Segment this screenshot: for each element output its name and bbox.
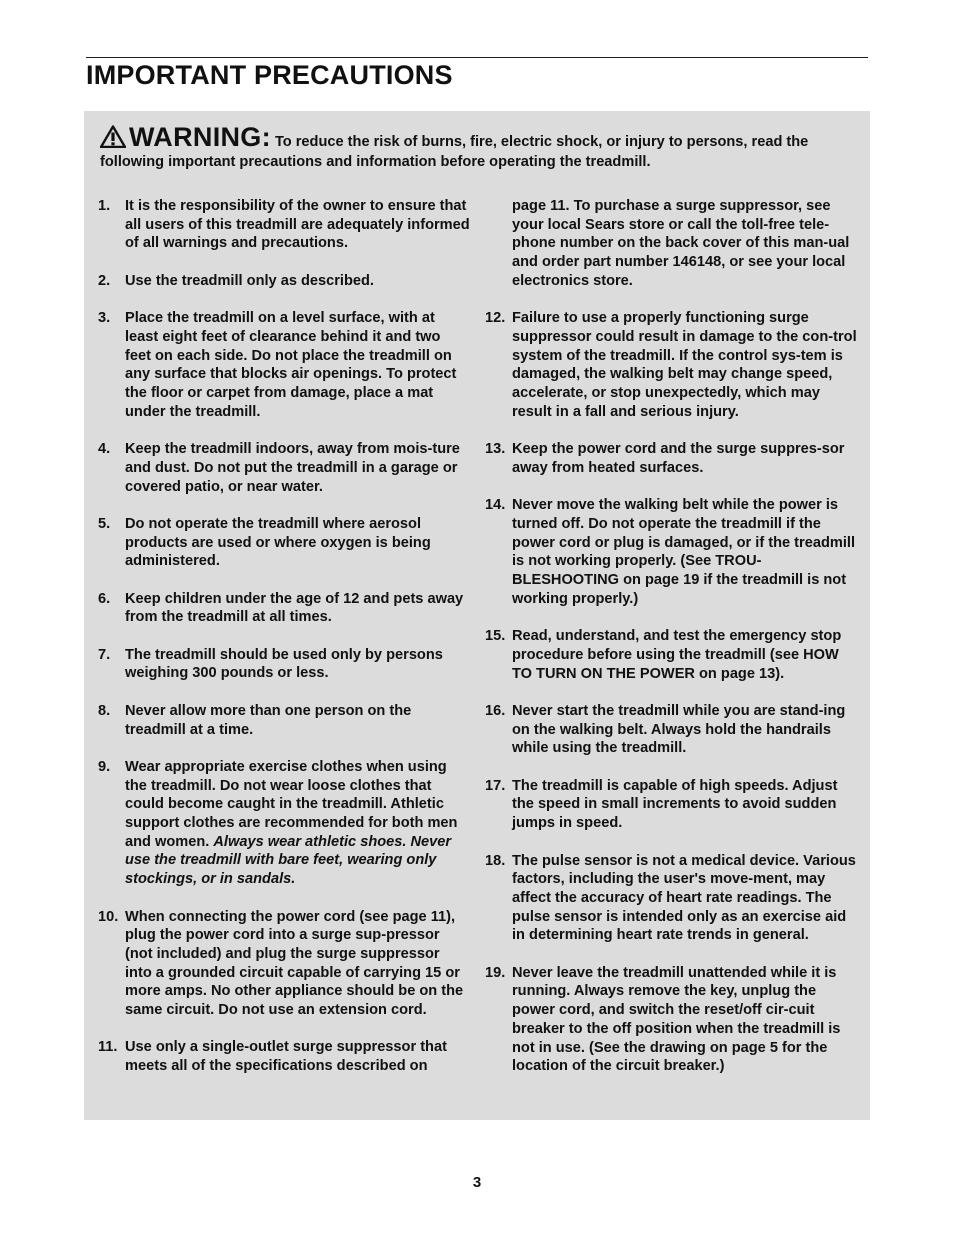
precaution-number: 10. [98, 908, 119, 925]
precaution-number: 11. [98, 1039, 118, 1056]
precaution-text [125, 646, 470, 683]
precaution-text [125, 702, 470, 739]
precaution-text-body: Use the treadmill only as described. [125, 272, 374, 289]
precaution-text-body: Never start the treadmill while you are stand-ing on the walking belt. Always hold the handrails while using the treadmill. [512, 702, 846, 757]
precaution-text-body: The treadmill should be used only by persons weighing 300 pounds or less. [125, 646, 443, 682]
precaution-item [98, 758, 470, 889]
precaution-number: 2. [98, 272, 111, 289]
precaution-text [125, 515, 470, 571]
precaution-text-body: Failure to use a properly functioning surge suppressor could result in damage to the con-trol system of the treadmill. If the control sys-tem is damaged, the walking belt may change speed, accelerate, or stop unexpectedly, which may result in a fall and serious injury. [512, 310, 857, 420]
precaution-item [98, 309, 470, 421]
precaution-number: 12. [485, 310, 506, 327]
precaution-text [125, 309, 470, 421]
precaution-text [512, 197, 857, 291]
warning-block [100, 122, 856, 172]
precaution-number: 1. [98, 198, 111, 214]
precaution-item [485, 702, 857, 758]
precautions-panel [84, 111, 870, 1120]
precaution-text [125, 272, 470, 291]
precaution-number: 19. [485, 964, 506, 981]
precaution-item [485, 440, 857, 477]
precaution-number: 7. [98, 646, 111, 663]
precaution-text [125, 1038, 470, 1075]
precaution-number: 8. [98, 702, 111, 719]
precaution-number: 9. [98, 758, 111, 775]
precaution-text-body: Never leave the treadmill unattended while it is running. Always remove the key, unplug the power cord, and switch the reset/off cir-cuit breaker to the off position when the treadmill is not in use. (See the drawing on page 5 for the location of the circuit breaker.) [512, 964, 841, 1075]
precaution-item [485, 852, 857, 946]
precaution-item [485, 627, 857, 683]
page-title: IMPORTANT PRECAUTIONS [86, 60, 453, 90]
precaution-text [125, 440, 470, 496]
precaution-item [98, 908, 470, 1020]
warning-triangle-icon [100, 125, 126, 148]
precaution-text-body: Keep the treadmill indoors, away from mois-ture and dust. Do not put the treadmill in a garage or covered patio, or near water. [125, 441, 460, 495]
precaution-text [512, 496, 857, 608]
precaution-text-body: Read, understand, and test the emergency stop procedure before using the treadmill (see HOW TO TURN ON THE POWER on page 13). [512, 628, 842, 682]
precaution-item [98, 702, 470, 739]
precaution-item [485, 964, 857, 1076]
precaution-text [512, 309, 857, 421]
precaution-text-body: Place the treadmill on a level surface, with at least eight feet of clearance behind it and two feet on each side. Do not place the treadmill on any surface that blocks air openings. To protect the floor or carpet from damage, place a mat under the treadmill. [125, 310, 457, 420]
warning-text: To reduce the risk of burns, fire, electric shock, or injury to persons, read the following important precautions and information before operating the treadmill. [100, 134, 809, 170]
precaution-item [98, 272, 470, 291]
precaution-item [485, 777, 857, 833]
precaution-text-body: The treadmill is capable of high speeds. Adjust the speed in small increments to avoid sudden jumps in speed. [512, 777, 838, 832]
precaution-text-body: page 11. To purchase a surge suppressor, see your local Sears store or call the toll-free tele-phone number on the back cover of this man-ual and order part number 146148, or see your local electronics store. [512, 198, 850, 289]
precaution-text [125, 908, 470, 1020]
precaution-item [485, 496, 857, 608]
precaution-text-body: The pulse sensor is not a medical device. Various factors, including the user's move-ment, may affect the accuracy of heart rate readings. The pulse sensor is intended only as an exercise aid in determining heart rate trends in general. [512, 852, 856, 944]
precaution-item [98, 646, 470, 683]
precaution-text-body: Never move the walking belt while the power is turned off. Do not operate the treadmill if the power cord or plug is damaged, or if the treadmill is not working properly. (See TROU-BLESHOOTING on page 19 if the treadmill is not working properly.) [512, 497, 856, 607]
precautions-column-left [98, 197, 470, 1095]
page-number: 3 [472, 1174, 482, 1191]
precaution-text [512, 852, 857, 946]
precaution-item [98, 515, 470, 571]
precaution-text [512, 964, 857, 1076]
precaution-text-body: Do not operate the treadmill where aerosol products are used or where oxygen is being administered. [125, 515, 431, 570]
precaution-number: 17. [485, 777, 506, 794]
precaution-number: 4. [98, 441, 111, 458]
precaution-text-body: Never allow more than one person on the treadmill at a time. [125, 702, 412, 738]
precaution-text-body: Keep the power cord and the surge suppres-sor away from heated surfaces. [512, 441, 845, 476]
precaution-number: 14. [485, 497, 506, 514]
precaution-number: 3. [98, 310, 111, 327]
precaution-text-body: It is the responsibility of the owner to ensure that all users of this treadmill are adequately informed of all warnings and precautions. [125, 198, 470, 252]
precaution-item [98, 197, 470, 253]
top-rule [86, 57, 868, 58]
precaution-number: 18. [485, 852, 506, 869]
precaution-text-body: Use only a single-outlet surge suppressor that meets all of the specifications described on [125, 1039, 447, 1075]
precaution-text-body: When connecting the power cord (see page 11), plug the power cord into a surge sup-pressor (not included) and plug the surge suppressor into a grounded circuit capable of carrying 15 or more amps. No other appliance should be on the same circuit. Do not use an extension cord. [125, 908, 464, 1019]
precaution-number: 16. [485, 702, 506, 719]
precaution-number: 5. [98, 515, 111, 532]
precaution-number: 15. [485, 628, 506, 645]
precaution-text [512, 777, 857, 833]
precaution-text-body: Keep children under the age of 12 and pets away from the treadmill at all times. [125, 590, 464, 626]
precaution-number: 6. [98, 590, 111, 607]
precaution-text [125, 197, 470, 253]
precaution-text-body: Wear appropriate exercise clothes when using the treadmill. Do not wear loose clothes that could become caught in the treadmill. Athletic support clothes are recommended for both men and women. [125, 758, 458, 850]
precaution-item [98, 590, 470, 627]
precaution-text [125, 590, 470, 627]
precautions-column-right [485, 197, 857, 1095]
precaution-item [485, 309, 857, 421]
precaution-text [512, 440, 857, 477]
precaution-text [512, 702, 857, 758]
precaution-number: 13. [485, 441, 506, 458]
precaution-text [125, 758, 470, 889]
precaution-text [512, 627, 857, 683]
precaution-item [98, 440, 470, 496]
warning-word: WARNING: [129, 122, 271, 152]
precaution-item [98, 1038, 470, 1075]
precaution-item [485, 197, 857, 291]
precaution-text-emphasis: Always wear athletic shoes. Never use the treadmill with bare feet, wearing only stockings, or in sandals. [125, 833, 452, 888]
